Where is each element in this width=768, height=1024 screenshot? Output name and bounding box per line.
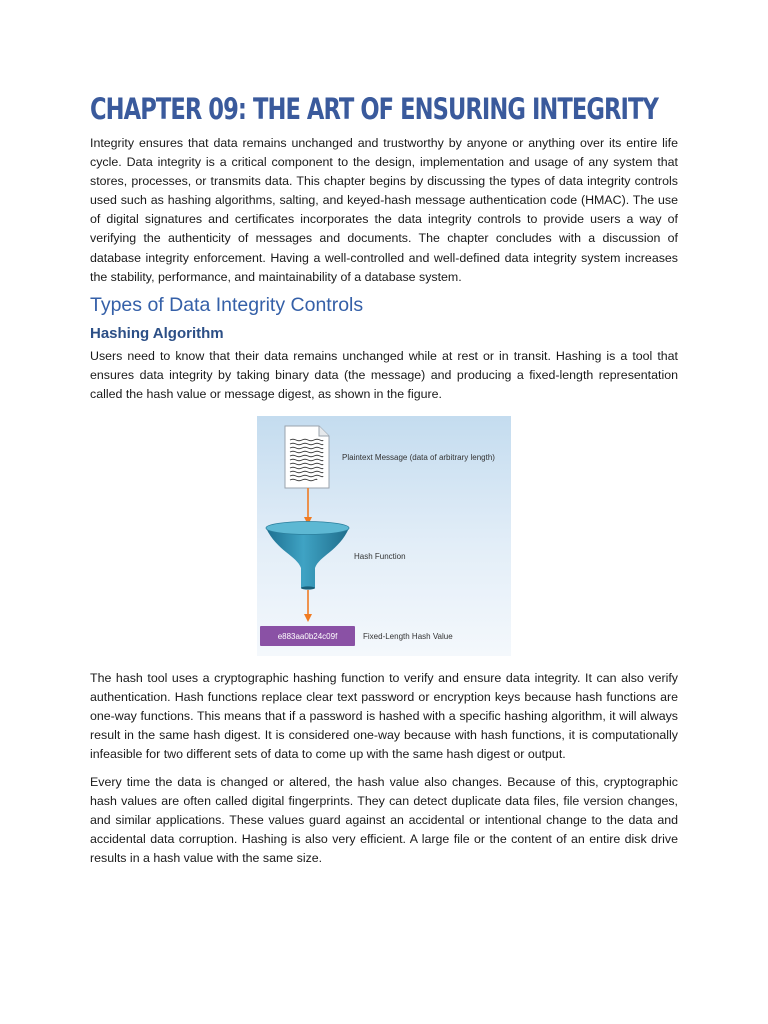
subsection-heading: Hashing Algorithm bbox=[90, 325, 224, 342]
hash-value-box: e883aa0b24c09f bbox=[260, 626, 355, 646]
plaintext-message-label: Plaintext Message (data of arbitrary length) bbox=[342, 453, 495, 462]
fixed-length-hash-label: Fixed-Length Hash Value bbox=[363, 632, 453, 641]
arrow-down-icon bbox=[304, 590, 312, 622]
arrow-down-icon bbox=[304, 488, 312, 525]
document-icon bbox=[285, 426, 329, 488]
hashing-figure bbox=[257, 416, 511, 656]
hashing-paragraph-2: The hash tool uses a cryptographic hashing function to verify and ensure data integrity. It can also verify authentication. Hash functions replace clear text password or encryption keys because hash functions are one-way functions. This means that if a password is hashed with a specific hashing algorithm, it will always result in the same hash digest. It is considered one-way because with hash functions, it is computationally infeasible for two different sets of data to come up with the same hash digest or output. bbox=[90, 671, 678, 762]
hash-function-label: Hash Function bbox=[354, 552, 406, 561]
intro-paragraph: Integrity ensures that data remains unchanged and trustworthy by anyone or anything over its entire life cycle. Data integrity is a critical component to the design, implementation and usage of any system that stores, processes, or transmits data. This chapter begins by discussing the types of data integrity controls used such as hashing algorithms, salting, and keyed-hash message authentication code (HMAC). The use of digital signatures and certificates incorporates the data integrity controls to provide users a way of verifying the authenticity of messages and documents. The chapter concludes with a discussion of database integrity enforcement. Having a well-controlled and well-defined data integrity system increases the stability, performance, and maintainability of a database system. bbox=[90, 136, 678, 284]
hashing-diagram bbox=[257, 416, 511, 656]
hashing-paragraph-1: Users need to know that their data remains unchanged while at rest or in transit. Hashing is a tool that ensures data integrity by taking binary data (the message) and producing a fixed-length representation called the hash value or message digest, as shown in the figure. bbox=[90, 349, 678, 402]
section-heading: Types of Data Integrity Controls bbox=[90, 294, 364, 316]
funnel-icon bbox=[266, 522, 349, 590]
chapter-title: CHAPTER 09: THE ART OF ENSURING INTEGRITY bbox=[90, 92, 658, 126]
hashing-paragraph-3: Every time the data is changed or altered, the hash value also changes. Because of this, cryptographic hash values are often called digital fingerprints. They can detect duplicate data files, file version changes, and similar applications. These values guard against an accidental or intentional change to the data and accidental data corruption. Hashing is also very efficient. A large file or the content of an entire disk drive results in a hash value with the same size. bbox=[90, 775, 678, 866]
